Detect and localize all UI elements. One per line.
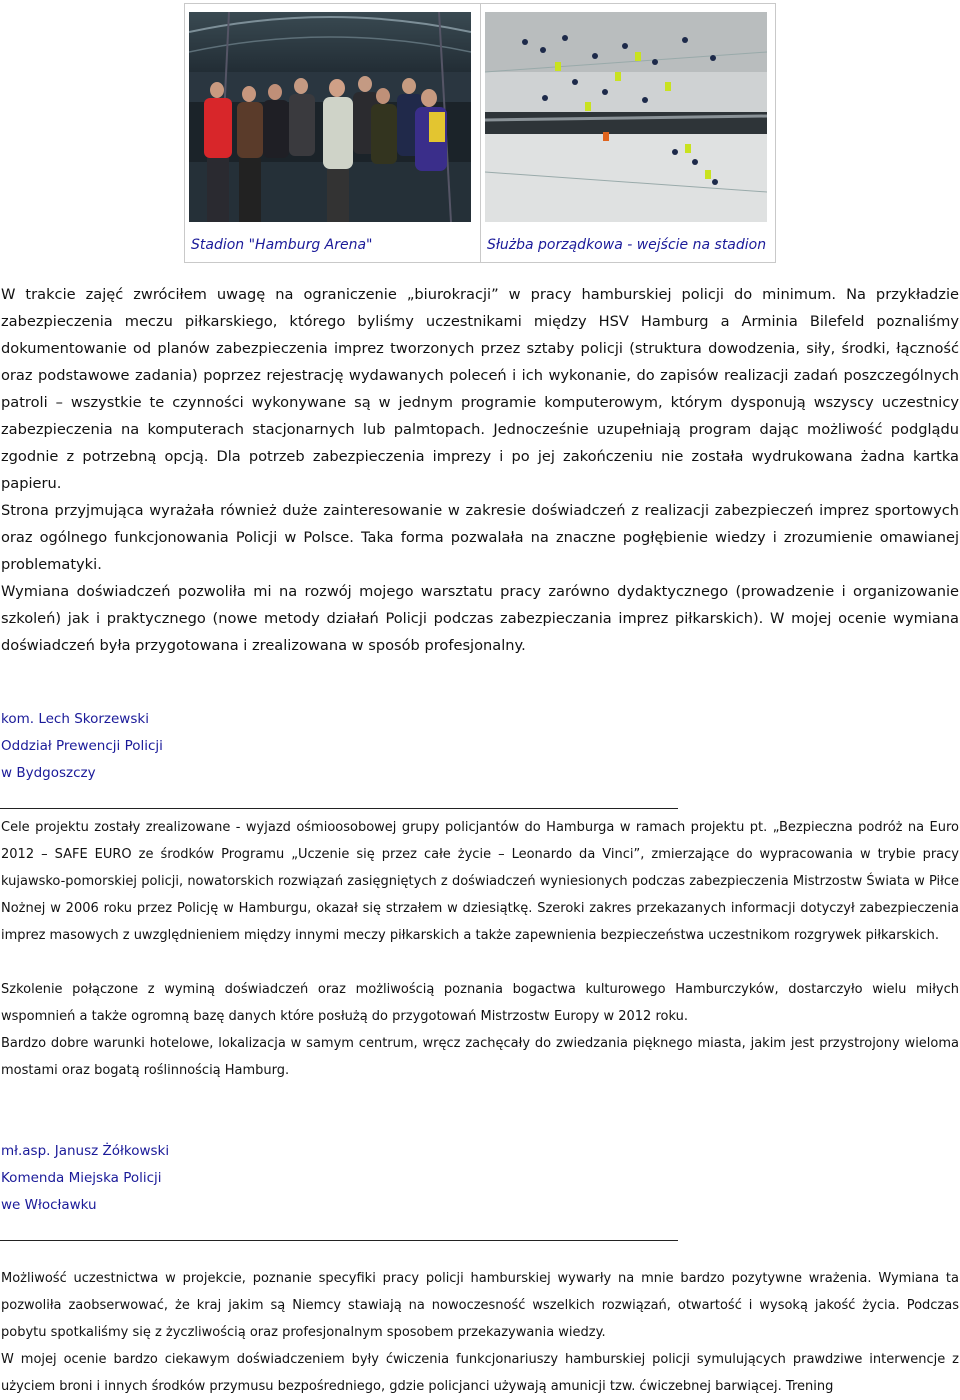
- paragraph-3: Wymiana doświadczeń pozwoliła mi na rozwój mojego warsztatu pracy zarówno dydaktycznego (prowadzenie i organizowanie szkoleń) jak i praktycznego (nowe metody działań Policji podczas zabezpieczania imprez piłkarskich). W mojej ocenie wymiana doświadczeń była przygotowana i zrealizowana w sposób profesjonalny.: [1, 583, 959, 654]
- paragraph-1: W trakcie zajęć zwróciłem uwagę na ograniczenie „biurokracji” w pracy hamburskiej policji do minimum. Na przykładzie zabezpieczenia meczu piłkarskiego, którego byliśmy uczestnikami między HSV Hamburg a Arminia Bilefeld poznaliśmy dokumentowanie od planów zabezpieczenia imprez tworzonych przez sztaby policji (struktura dowodzenia, siły, środki, łączność oraz podstawowe zadania) poprzez rejestrację wydawanych poleceń i ich wykonanie, do zapisów realizacji zadań poszczególnych patroli – wszystkie te czynności wykonywane są w jednym programie komputerowym, którym dysponują wszyscy uczestnicy zabezpieczenia na komputerach stacjonarnych lub palmtopach. Jednocześnie uzupełniają program dając możliwość podglądu zgodnie z potrzebną opcją. Dla potrzeb zabezpieczenia imprezy i po jej zakończeniu nie została wydrukowana żadna kartka papieru.: [1, 286, 959, 492]
- signature-2-name: mł.asp. Janusz Żółkowski: [1, 1143, 170, 1159]
- photo-caption-stadium: Stadion "Hamburg Arena": [191, 237, 373, 253]
- paragraph-5: Szkolenie połączone z wyminą doświadczeń oraz możliwością poznania bogactwa kulturowego Hamburczyków, dostarczyło wielu miłych wspomnień a także ogromną bazę danych które posłużą do przygotowań Mistrzostw Europy w 2012 roku.: [1, 982, 959, 1024]
- photo-security-entrance: [485, 12, 767, 222]
- signature-2-unit: Komenda Miejska Policji: [1, 1170, 162, 1186]
- divider-2: [0, 1240, 678, 1241]
- paragraph-8: W mojej ocenie bardzo ciekawym doświadczeniem były ćwiczenia funkcjonariuszy hamburskiej policji symulujących prawdziwe interwencje z użyciem broni i innych środków przymusu bezpośredniego, gdzie policjanci używają amunicji tzw. ćwiczebnej barwiącej. Trening: [1, 1352, 959, 1394]
- paragraph-2: Strona przyjmująca wyrażała również duże zainteresowanie w zakresie doświadczeń z realizacji zabezpieczeń imprez sportowych oraz ogólnego funkcjonowania Policji w Polsce. Taka forma pozwalała na znaczne pogłębienie wiedzy i zrozumienie omawianej problematyki.: [1, 502, 959, 573]
- photo-caption-security: Służba porządkowa - wejście na stadion: [487, 237, 767, 253]
- paragraph-6: Bardzo dobre warunki hotelowe, lokalizacja w samym centrum, wręcz zachęcały do zwiedzania pięknego miasta, jakim jest przystrojony wieloma mostami oraz bogatą roślinnością Hamburg.: [1, 1036, 959, 1078]
- photo-table: [184, 3, 776, 263]
- signature-1-unit: Oddział Prewencji Policji: [1, 738, 163, 754]
- signature-1-city: w Bydgoszczy: [1, 765, 96, 781]
- paragraph-4: Cele projektu zostały zrealizowane - wyjazd ośmioosobowej grupy policjantów do Hamburga w ramach projektu pt. „Bezpieczna podróż na Euro 2012 – SAFE EURO ze środków Programu „Uczenie się przez całe życie – Leonardo da Vinci”, zmierzające do wypracowania w trybie pracy kujawsko-pomorskiej policji, nowatorskich rozwiązań zasięgniętych z doświadczeń wyniesionych podczas zabezpieczenia Mistrzostw Świata w Piłce Nożnej w 2006 roku przez Policję w Hamburgu, okazał się strzałem w dziesiątkę. Szeroki zakres przekazanych informacji dotyczył zabezpieczenia imprez masowych z uwzględnieniem między innymi meczy piłkarskich a także zapewnienia bezpieczeństwa uczestnikom rozgrywek piłkarskich.: [1, 820, 959, 943]
- photo-cell-security: [481, 4, 776, 262]
- divider-1: [0, 808, 678, 809]
- signature-2-city: we Włocławku: [1, 1197, 97, 1213]
- paragraph-7: Możliwość uczestnictwa w projekcie, poznanie specyfiki pracy policji hamburskiej wywarły na mnie bardzo pozytywne wrażenia. Wymiana ta pozwoliła zaobserwować, że kraj jakim są Niemcy stawiają na nowoczesność wszelkich rozwiązań, otwartość i wysoką jakość życia. Podczas pobytu spotkaliśmy się z życzliwością oraz profesjonalnym sposobem przekazywania wiedzy.: [1, 1271, 959, 1340]
- signature-1-name: kom. Lech Skorzewski: [1, 711, 149, 727]
- photo-stadium-group: [189, 12, 471, 222]
- photo-cell-stadium: [185, 4, 481, 262]
